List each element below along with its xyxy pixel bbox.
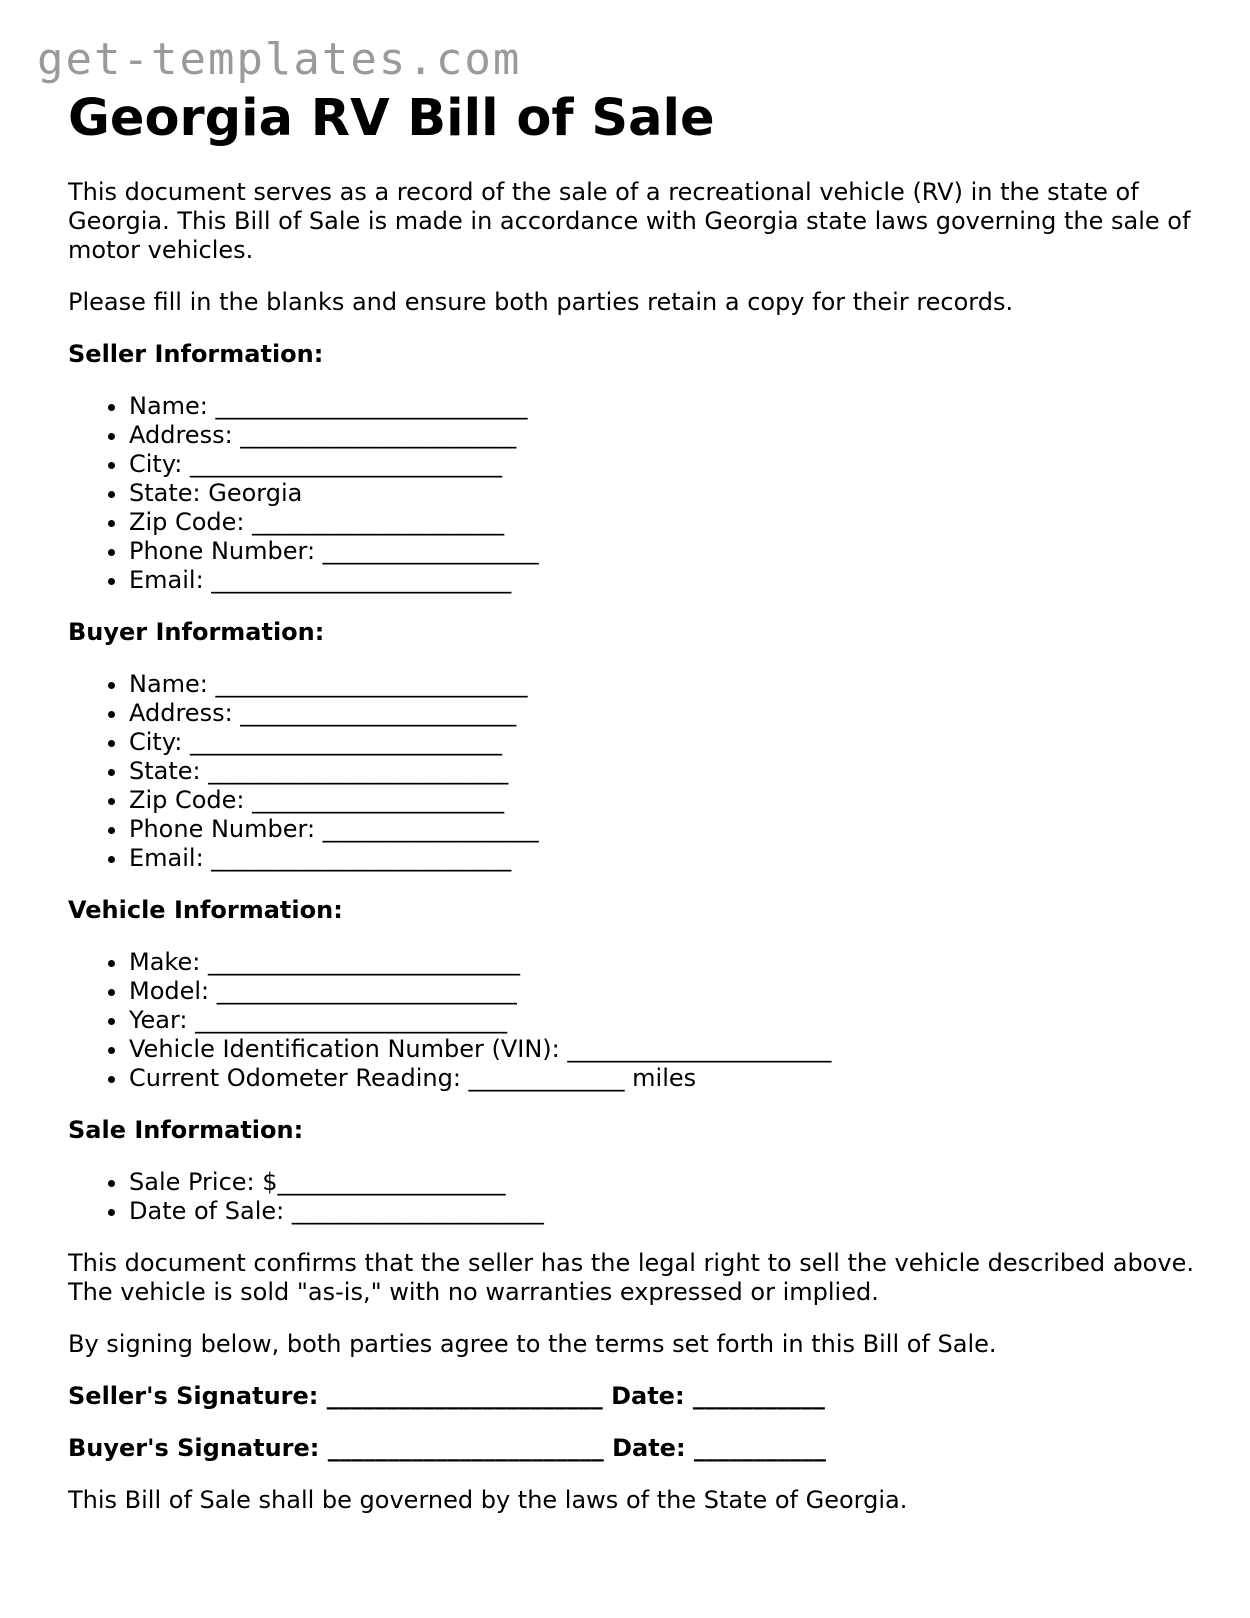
seller-list [68, 392, 1198, 595]
seller-phone-field[interactable]: • Phone Number: __________________ [129, 537, 1198, 566]
seller-email-field[interactable]: • Email: _________________________ [129, 566, 1198, 595]
seller-name-field[interactable]: • Name: __________________________ [129, 392, 1198, 421]
sale-date-field[interactable]: • Date of Sale: _____________________ [129, 1197, 1198, 1226]
intro-paragraph: This document serves as a record of the sale of a recreational vehicle (RV) in the state of Georgia. This Bill of Sale is made in accordance with Georgia state laws governing the sale of motor vehicles. [68, 178, 1191, 264]
document-body [68, 88, 1198, 1515]
vehicle-make-field[interactable]: • Make: __________________________ [129, 948, 1198, 977]
governing-law-paragraph: This Bill of Sale shall be governed by the laws of the State of Georgia. [68, 1486, 908, 1514]
seller-heading: Seller Information: [68, 340, 324, 368]
sale-price-field[interactable]: • Sale Price: $___________________ [129, 1168, 1198, 1197]
buyer-name-field[interactable]: • Name: __________________________ [129, 670, 1198, 699]
seller-state-field: • State: Georgia [129, 479, 1198, 508]
buyer-zip-field[interactable]: • Zip Code: _____________________ [129, 786, 1198, 815]
vehicle-odometer-field[interactable]: • Current Odometer Reading: _____________ miles [129, 1064, 1198, 1093]
buyer-heading: Buyer Information: [68, 618, 325, 646]
vehicle-year-field[interactable]: • Year: __________________________ [129, 1006, 1198, 1035]
buyer-phone-field[interactable]: • Phone Number: __________________ [129, 815, 1198, 844]
buyer-city-field[interactable]: • City: __________________________ [129, 728, 1198, 757]
seller-signature-line[interactable]: Seller's Signature: _______________________ Date: ___________ [68, 1382, 825, 1410]
sale-heading: Sale Information: [68, 1116, 304, 1144]
buyer-list [68, 670, 1198, 873]
vehicle-heading: Vehicle Information: [68, 896, 343, 924]
buyer-address-field[interactable]: • Address: _______________________ [129, 699, 1198, 728]
watermark: get-templates.com [37, 34, 522, 85]
seller-address-field[interactable]: • Address: _______________________ [129, 421, 1198, 450]
vehicle-list [68, 948, 1198, 1093]
vehicle-vin-field[interactable]: • Vehicle Identification Number (VIN): ______________________ [129, 1035, 1198, 1064]
page-title: Georgia RV Bill of Sale [68, 89, 715, 148]
seller-zip-field[interactable]: • Zip Code: _____________________ [129, 508, 1198, 537]
buyer-signature-line[interactable]: Buyer's Signature: _______________________ Date: ___________ [68, 1434, 826, 1462]
sale-list [68, 1168, 1198, 1226]
vehicle-model-field[interactable]: • Model: _________________________ [129, 977, 1198, 1006]
confirmation-paragraph: This document confirms that the seller has the legal right to sell the vehicle described above. The vehicle is sold "as-is," with no warranties expressed or implied. [68, 1249, 1194, 1306]
seller-city-field[interactable]: • City: __________________________ [129, 450, 1198, 479]
buyer-state-field[interactable]: • State: _________________________ [129, 757, 1198, 786]
agreement-paragraph: By signing below, both parties agree to the terms set forth in this Bill of Sale. [68, 1330, 997, 1358]
buyer-email-field[interactable]: • Email: _________________________ [129, 844, 1198, 873]
instructions-paragraph: Please fill in the blanks and ensure both parties retain a copy for their records. [68, 288, 1014, 316]
